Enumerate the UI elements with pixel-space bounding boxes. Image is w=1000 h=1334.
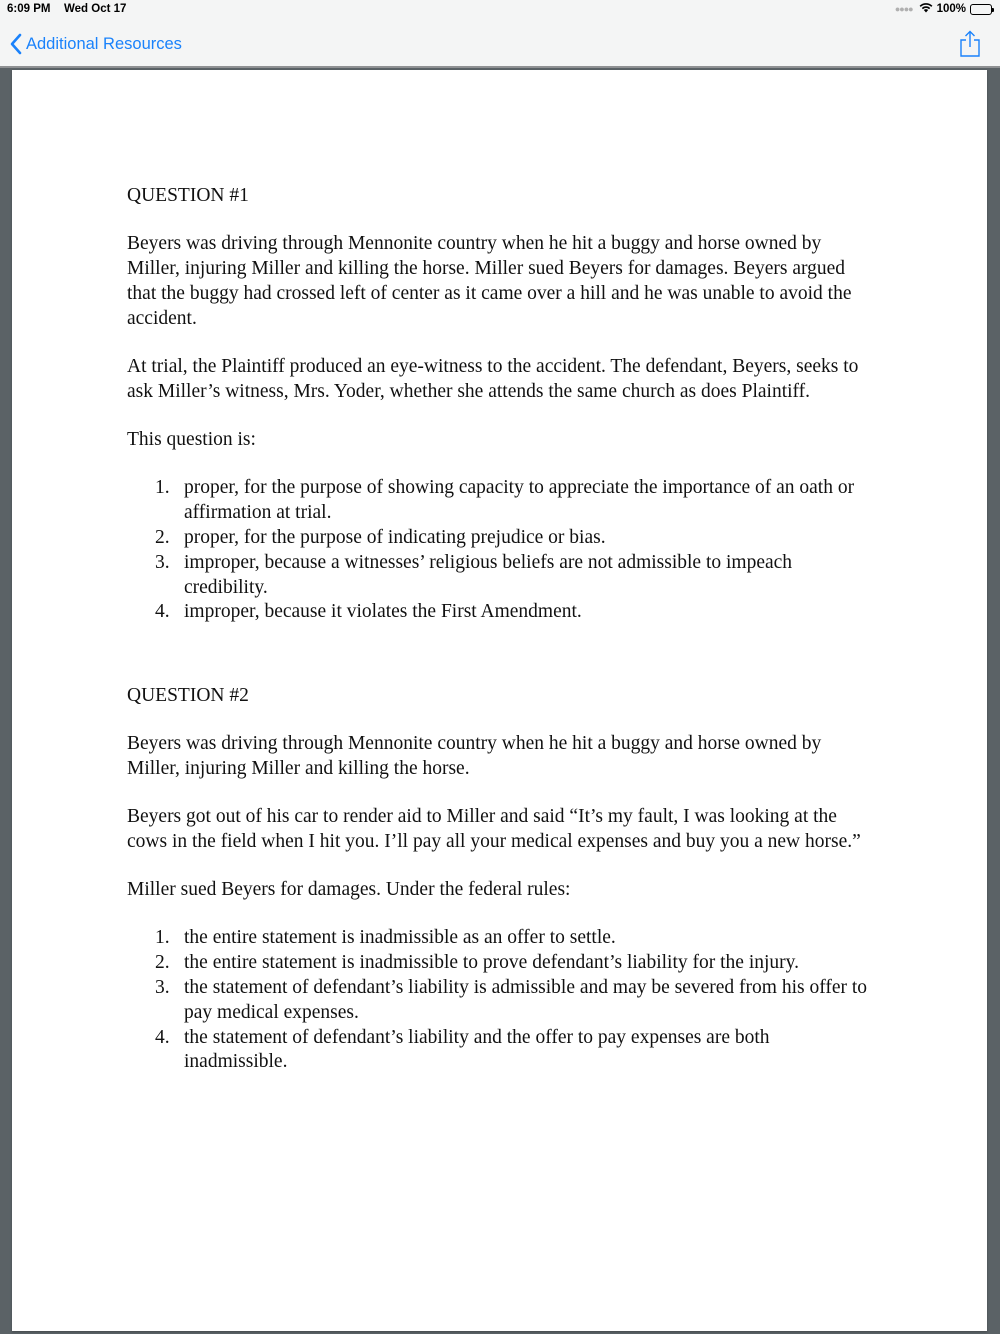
section-spacer xyxy=(127,649,877,684)
status-bar xyxy=(0,0,1000,20)
wifi-icon xyxy=(919,2,933,16)
question-1-option-3: 3. improper, because a witnesses’ religious beliefs are not admissible to impeach credibility. xyxy=(155,551,793,598)
status-right xyxy=(895,2,992,16)
chevron-left-icon xyxy=(10,33,22,55)
question-1-option-2: 2. proper, for the purpose of indicating prejudice or bias. xyxy=(155,526,606,548)
document-page xyxy=(12,70,987,1331)
status-date: Wed Oct 17 xyxy=(64,3,127,15)
question-1-paragraph-1: Beyers was driving through Mennonite country when he hit a buggy and horse owned by Miller, injuring Miller and killing the horse. Miller sued Beyers for damages. Beyers argued that the buggy had crossed left of center as it came over a hill and he was unable to avoid the accident. xyxy=(127,233,852,329)
question-1-options xyxy=(127,476,877,625)
status-time: 6:09 PM xyxy=(7,3,51,15)
question-2-title: QUESTION #2 xyxy=(127,684,249,706)
document-content xyxy=(127,184,877,1099)
battery-icon xyxy=(970,4,992,15)
share-icon xyxy=(959,45,981,62)
question-1-option-4: 4. improper, because it violates the First Amendment. xyxy=(155,601,582,623)
question-1-option-1: 1. proper, for the purpose of showing capacity to appreciate the importance of an oath or affirmation at trial. xyxy=(155,477,855,524)
question-2-option-3: 3. the statement of defendant’s liability is admissible and may be severed from his offer to pay medical expenses. xyxy=(155,977,868,1023)
question-2-paragraph-2: Beyers got out of his car to render aid to Miller and said “It’s my fault, I was looking at the cows in the field when I hit you. I’ll pay all your medical expenses and buy you a new horse.” xyxy=(127,806,861,852)
question-1-paragraph-2: At trial, the Plaintiff produced an eye-witness to the accident. The defendant, Beyers, seeks to ask Miller’s witness, Mrs. Yoder, whether she attends the same church as does Plaintiff. xyxy=(127,355,859,402)
signal-dots-icon: ●●●● xyxy=(894,4,913,14)
question-2-options xyxy=(127,926,877,1075)
question-2-paragraph-1: Beyers was driving through Mennonite country when he hit a buggy and horse owned by Miller, injuring Miller and killing the horse. xyxy=(127,732,822,779)
question-2-option-1: 1. the entire statement is inadmissible as an offer to settle. xyxy=(155,927,616,949)
share-button[interactable] xyxy=(959,30,981,63)
question-2-option-2: 2. the entire statement is inadmissible to prove defendant’s liability for the injury. xyxy=(155,952,800,974)
question-1-prompt: This question is: xyxy=(127,429,256,451)
top-bar xyxy=(0,0,1000,68)
back-button[interactable] xyxy=(10,32,182,56)
question-1-title: QUESTION #1 xyxy=(127,185,249,206)
question-2-option-4: 4. the statement of defendant’s liability and the offer to pay expenses are both inadmissible. xyxy=(155,1026,770,1073)
back-button-label: Additional Resources xyxy=(26,34,182,53)
battery-percent: 100% xyxy=(936,3,966,15)
question-2-prompt: Miller sued Beyers for damages. Under the federal rules: xyxy=(127,879,571,901)
